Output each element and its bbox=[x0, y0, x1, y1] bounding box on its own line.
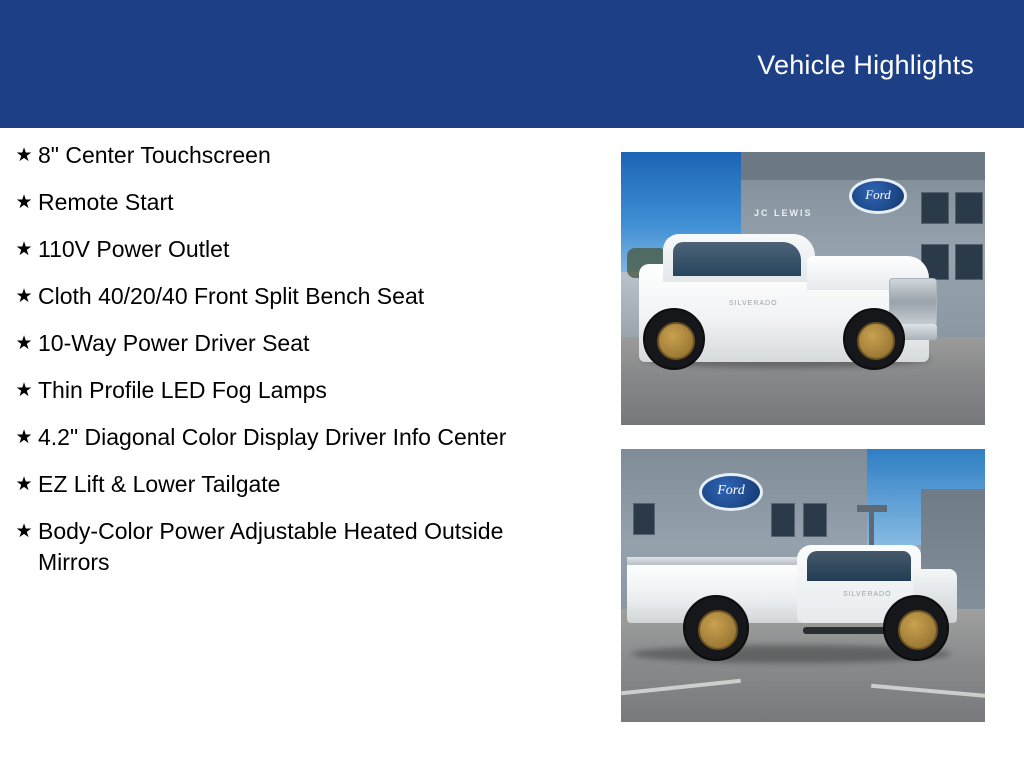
vehicle-badge-text: SILVERADO bbox=[729, 300, 778, 307]
list-item bbox=[10, 328, 590, 359]
list-item bbox=[10, 375, 590, 406]
dealership-sign-text: JC LEWIS bbox=[754, 208, 813, 218]
list-item bbox=[10, 469, 590, 500]
feature-label: Cloth 40/20/40 Front Split Bench Seat bbox=[38, 283, 425, 309]
list-item bbox=[10, 234, 590, 265]
star-icon: ★ bbox=[15, 192, 33, 213]
truck-bed-rail bbox=[627, 557, 803, 565]
star-icon: ★ bbox=[15, 521, 33, 542]
list-item bbox=[10, 187, 590, 218]
star-icon: ★ bbox=[15, 474, 33, 495]
wheel-rim bbox=[657, 322, 695, 360]
brand-badge-text: Ford bbox=[717, 483, 745, 498]
list-item bbox=[10, 422, 590, 453]
star-icon: ★ bbox=[15, 239, 33, 260]
feature-label: Body-Color Power Adjustable Heated Outside Mirrors bbox=[38, 518, 504, 575]
feature-label: Remote Start bbox=[38, 189, 174, 215]
vehicle-photo-front-three-quarter[interactable] bbox=[621, 152, 985, 425]
feature-label: 8" Center Touchscreen bbox=[38, 142, 271, 168]
truck-front-wheel bbox=[883, 595, 949, 661]
list-item bbox=[10, 281, 590, 312]
feature-list bbox=[10, 140, 590, 594]
wheel-rim bbox=[898, 610, 938, 650]
brand-badge-text: Ford bbox=[865, 187, 891, 202]
vehicle-photo-gallery bbox=[621, 152, 985, 746]
building-window bbox=[955, 244, 983, 280]
star-icon: ★ bbox=[15, 286, 33, 307]
page-header bbox=[0, 0, 1024, 128]
building-window bbox=[803, 503, 827, 537]
wheel-rim bbox=[698, 610, 738, 650]
star-icon: ★ bbox=[15, 380, 33, 401]
building-window bbox=[771, 503, 795, 537]
feature-label: 110V Power Outlet bbox=[38, 236, 230, 262]
vehicle-badge-text: SILVERADO bbox=[843, 591, 892, 598]
building-roofline bbox=[741, 152, 985, 180]
vehicle-photo-rear-three-quarter[interactable] bbox=[621, 449, 985, 722]
feature-label: 10-Way Power Driver Seat bbox=[38, 330, 310, 356]
star-icon: ★ bbox=[15, 333, 33, 354]
wheel-rim bbox=[857, 322, 895, 360]
star-icon: ★ bbox=[15, 145, 33, 166]
truck-rear-wheel bbox=[643, 308, 705, 370]
feature-label: 4.2" Diagonal Color Display Driver Info Center bbox=[38, 424, 507, 450]
building-window bbox=[921, 192, 949, 224]
feature-label: Thin Profile LED Fog Lamps bbox=[38, 377, 327, 403]
ford-oval-logo bbox=[699, 473, 763, 511]
building-window bbox=[955, 192, 983, 224]
page-content bbox=[0, 128, 1024, 768]
truck-rear-wheel bbox=[683, 595, 749, 661]
feature-label: EZ Lift & Lower Tailgate bbox=[38, 471, 281, 497]
truck-window-glass bbox=[807, 551, 911, 581]
truck-window-glass bbox=[673, 242, 801, 276]
truck-front-wheel bbox=[843, 308, 905, 370]
star-icon: ★ bbox=[15, 427, 33, 448]
ford-oval-logo bbox=[849, 178, 907, 214]
list-item bbox=[10, 516, 590, 578]
list-item bbox=[10, 140, 590, 171]
building-window bbox=[633, 503, 655, 535]
page-title: Vehicle Highlights bbox=[757, 50, 974, 80]
